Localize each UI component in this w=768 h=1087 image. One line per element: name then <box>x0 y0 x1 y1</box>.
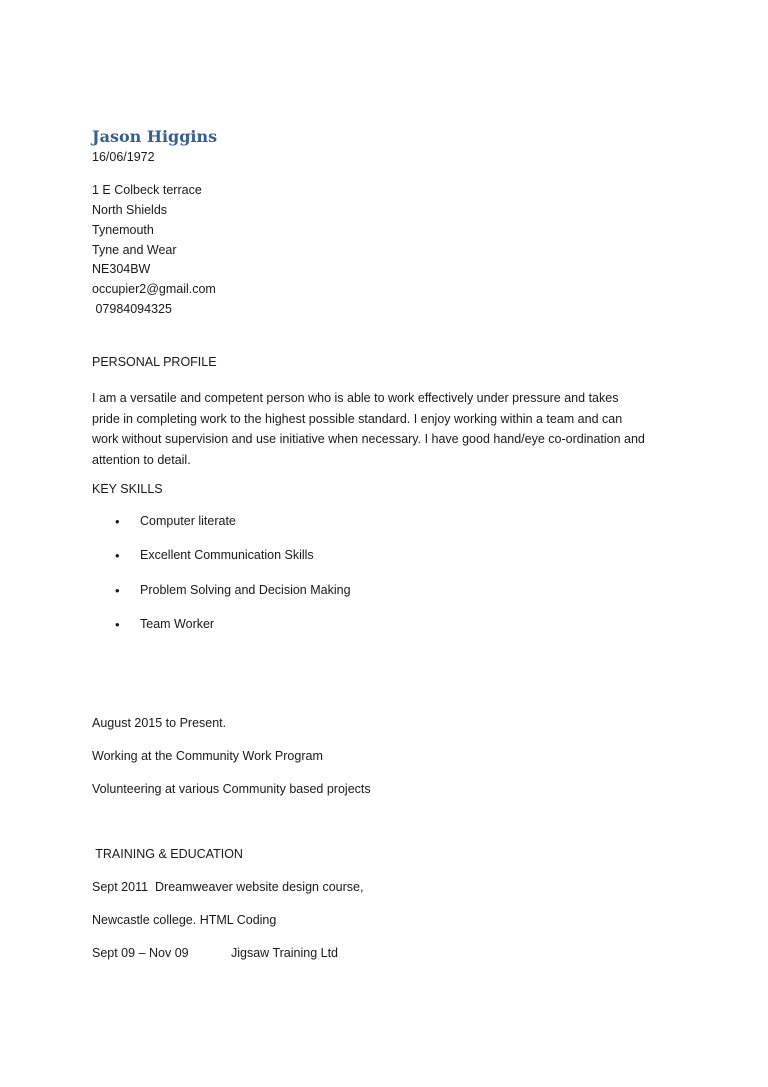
education-entry: Newcastle college. HTML Coding <box>92 913 277 927</box>
address-line-1: 1 E Colbeck terrace <box>92 183 202 197</box>
education-entry: Sept 2011 Dreamweaver website design course, <box>92 880 364 894</box>
skill-item: Team Worker <box>140 617 215 631</box>
postcode: NE304BW <box>92 262 151 276</box>
bullet-marker: • <box>115 548 120 563</box>
address-line-2: North Shields <box>92 203 168 217</box>
skill-item: Problem Solving and Decision Making <box>140 583 351 597</box>
bullet-marker: • <box>115 514 120 529</box>
experience-line: Working at the Community Work Program <box>92 749 323 763</box>
profile-line: I am a versatile and competent person who is able to work effectively under pressure and takes <box>92 391 619 405</box>
address-line-4: Tyne and Wear <box>92 243 177 257</box>
profile-line: pride in completing work to the highest possible standard. I enjoy working within a team and can <box>92 411 623 426</box>
phone-number: 07984094325 <box>92 302 172 316</box>
profile-line: work without supervision and use initiative when necessary. I have good hand/eye co-ordination and <box>92 432 645 446</box>
skill-item: Computer literate <box>140 514 236 528</box>
education-heading: TRAINING & EDUCATION <box>92 847 243 861</box>
profile-line: attention to detail. <box>92 452 191 467</box>
education-entry-provider: Jigsaw Training Ltd <box>231 946 339 960</box>
experience-line: Volunteering at various Community based projects <box>92 782 371 796</box>
experience-dates: August 2015 to Present. <box>92 716 227 730</box>
date-of-birth: 16/06/1972 <box>92 150 155 164</box>
skills-heading: KEY SKILLS <box>92 482 163 496</box>
address-line-3: Tynemouth <box>92 223 154 237</box>
skill-item: Excellent Communication Skills <box>140 548 314 562</box>
profile-paragraph <box>92 388 692 470</box>
education-entry-dates: Sept 09 – Nov 09 <box>92 946 189 960</box>
profile-heading: PERSONAL PROFILE <box>92 355 217 369</box>
candidate-name: Jason Higgins <box>92 127 218 146</box>
bullet-marker: • <box>115 583 120 598</box>
bullet-marker: • <box>115 617 120 632</box>
email-address: occupier2@gmail.com <box>92 282 216 296</box>
